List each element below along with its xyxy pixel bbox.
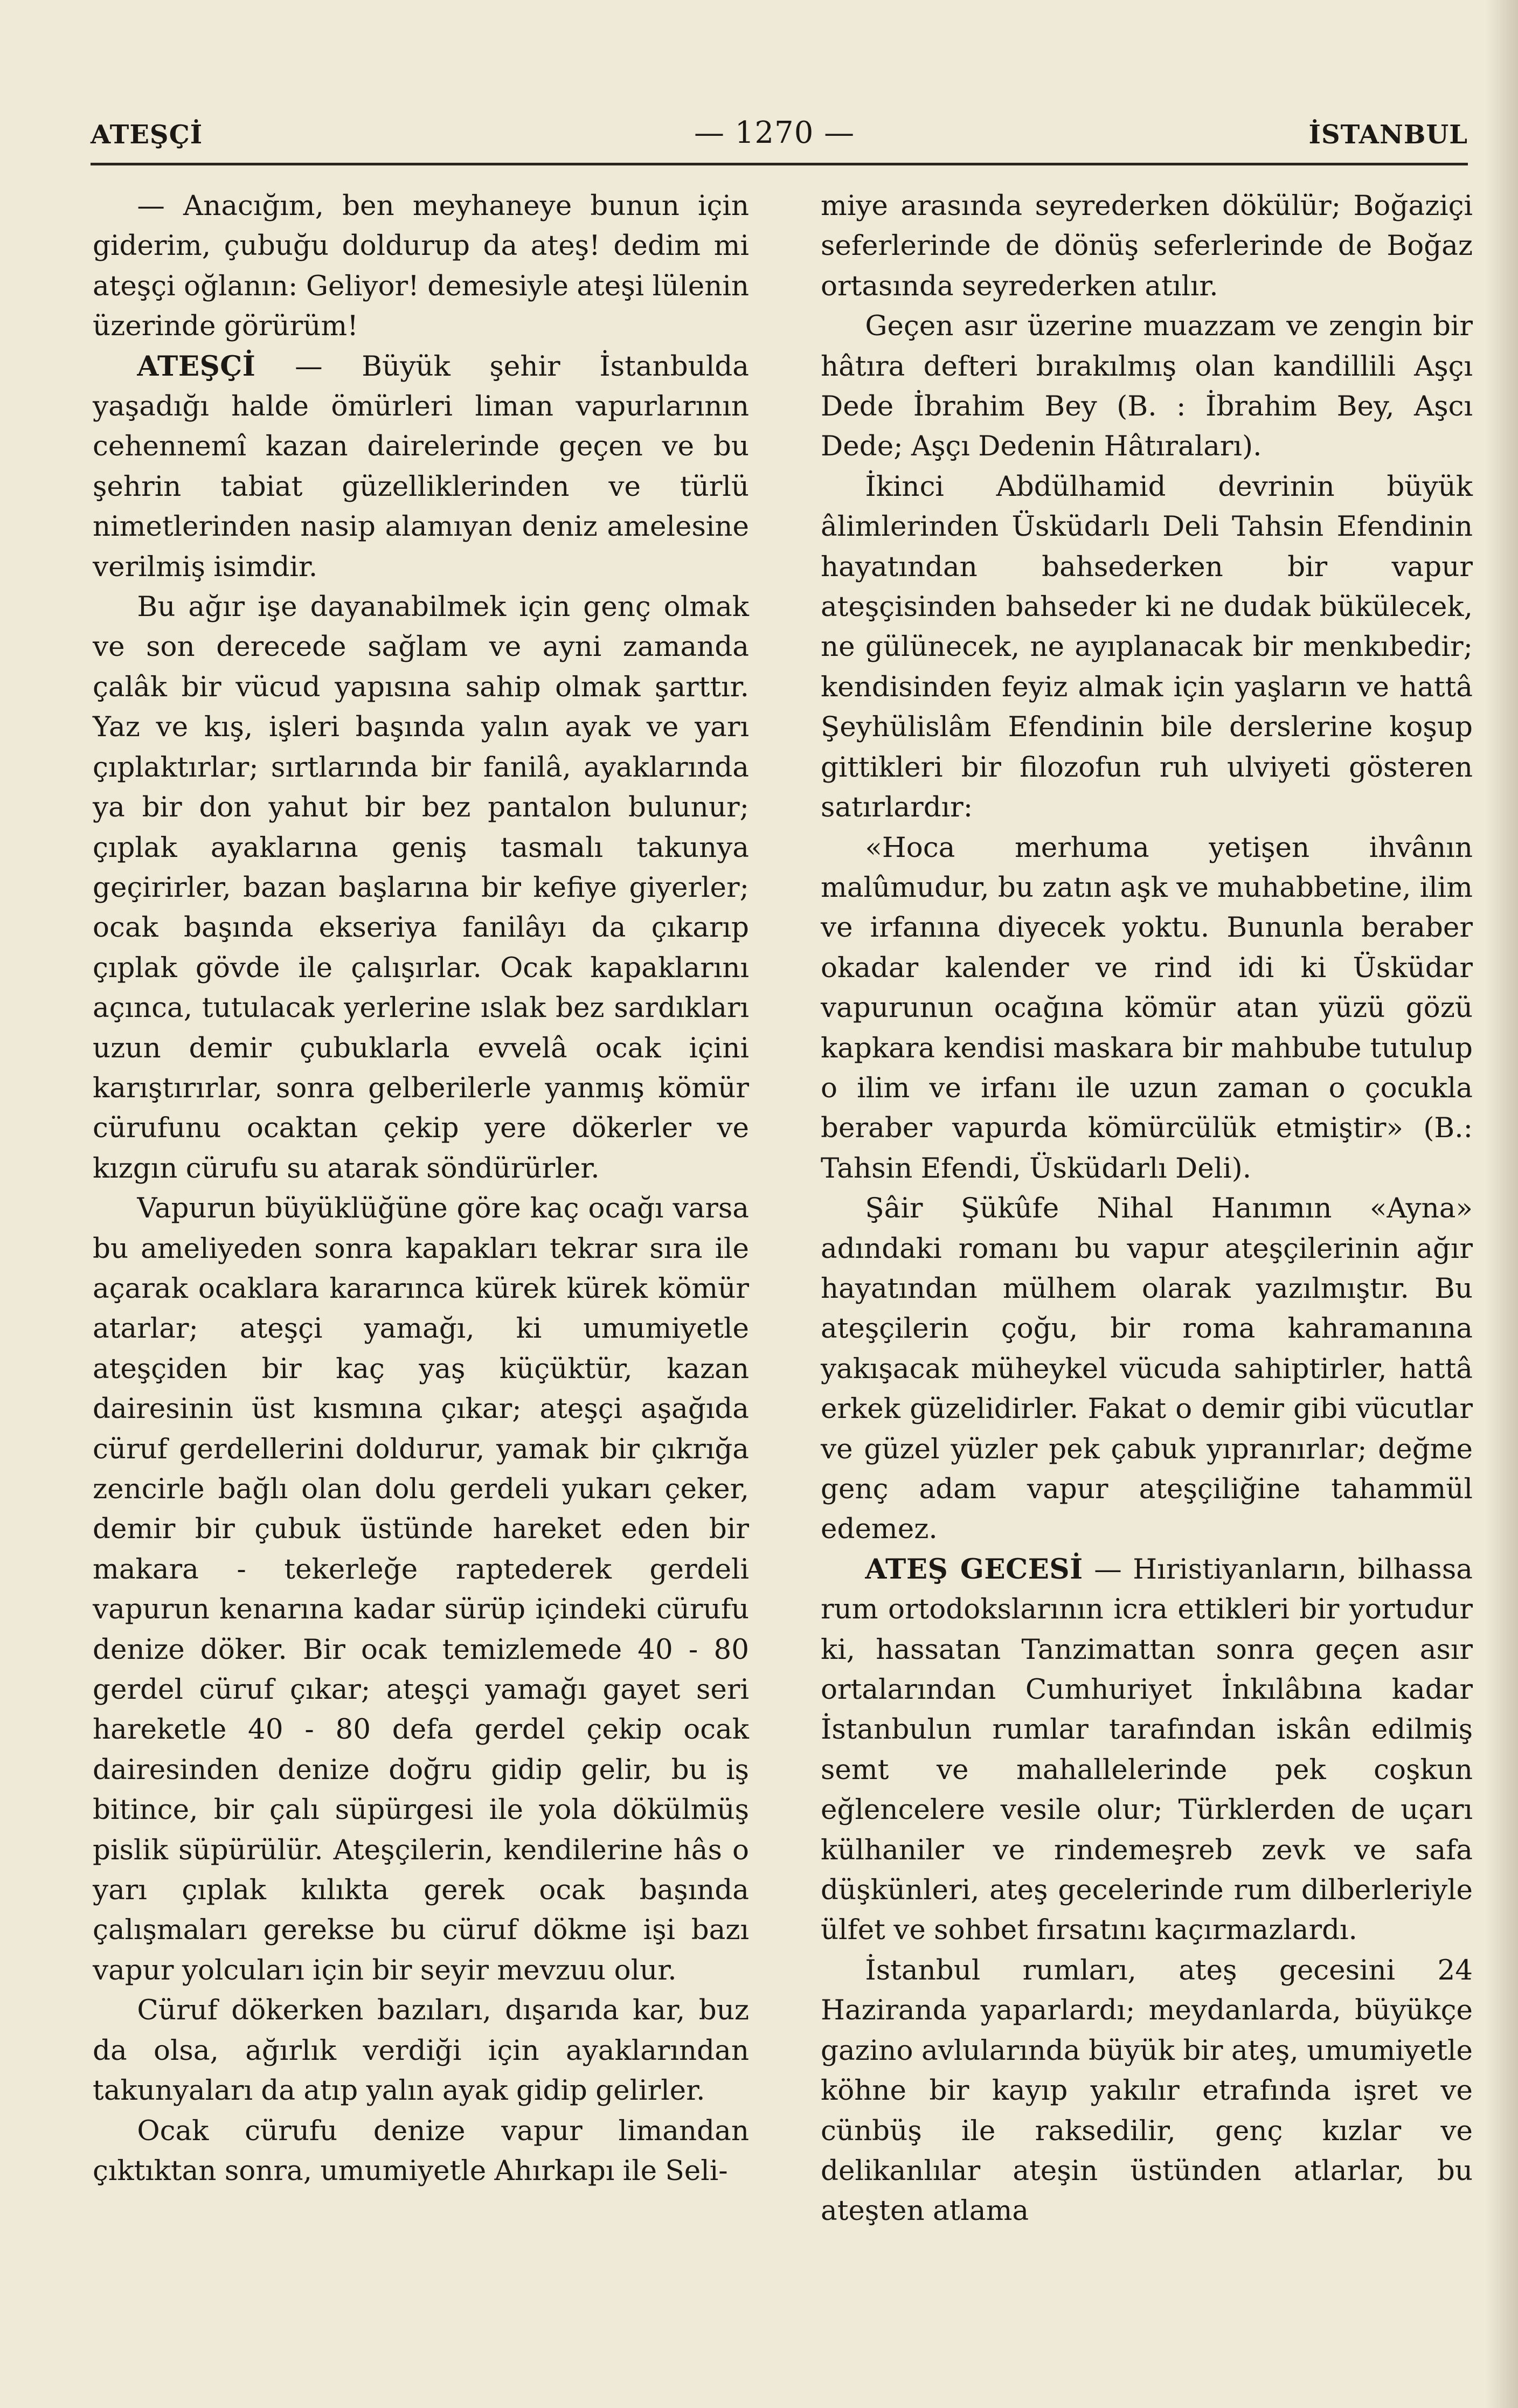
running-head-right: İSTANBUL (1308, 120, 1468, 150)
paragraph: Ocak cürufu denize vapur limandan çıktıktan sonra, umumiyetle Ahırkapı ile Seli- (93, 2114, 749, 2187)
entry-paragraph (93, 347, 749, 587)
paragraph: Şâir Şükûfe Nihal Hanımın «Ayna» adındaki romanı bu vapur ateşçilerinin ağır hayatından mülhem olarak yazılmıştır. Bu ateşçilerin çoğu, bir roma kahramanına yakışacak müheykel vücuda sahiptirler, hattâ erkek güzelidirler. Fakat o demir gibi vücutlar ve güzel yüzler pek çabuk yıpranırlar; değme genç adam vapur ateşçiliğine tahammül edemez. (821, 1192, 1473, 1546)
paragraph: Cüruf dökerken bazıları, dışarıda kar, buz da olsa, ağırlık verdiği için ayaklarından takunyaları da atıp yalın ayak gidip gelirler. (93, 1994, 749, 2107)
entry-text: — Büyük şehir İstanbulda yaşadığı halde ömürleri liman vapurlarının cehennemî kazan dairelerinde geçen ve bu şehrin tabiat güzelliklerinden ve türlü nimetlerinden nasip alamıyan deniz amelesine verilmiş isimdir. (93, 350, 749, 583)
running-head-left: ATEŞÇİ (91, 120, 203, 150)
paragraph: Geçen asır üzerine muazzam ve zengin bir hâtıra defteri bırakılmış olan kandillili Aşçı Dede İbrahim Bey (B. : İbrahim Bey, Aşcı Dede; Aşçı Dedenin Hâtıraları). (821, 310, 1473, 463)
page-header (91, 113, 1468, 156)
entry-headword: ATEŞ GECESİ (865, 1553, 1083, 1586)
entry-paragraph (821, 1549, 1473, 1950)
paragraph: «Hoca merhuma yetişen ihvânın malûmudur, bu zatın aşk ve muhabbetine, ilim ve irfanına diyecek yoktu. Bununla beraber okadar kalender ve rind idi ki Üsküdar vapurunun ocağına kömür atan yüzü gözü kapkara kendisi maskara bir mahbube tutulup o ilim ve irfanı ile uzun zaman o çocukla beraber vapurda kömürcülük etmiştir» (B.: Tahsin Efendi, Üsküdarlı Deli). (821, 831, 1473, 1185)
right-column (821, 186, 1473, 2231)
paragraph: Bu ağır işe dayanabilmek için genç olmak ve son derecede sağlam ve ayni zamanda çalâk bir vücud yapısına sahip olmak şarttır. Yaz ve kış, işleri başında yalın ayak ve yarı çıplaktırlar; sırtlarında bir fanilâ, ayaklarında ya bir don yahut bir bez pantalon bulunur; çıplak ayaklarına geniş tasmalı takunya geçirirler, bazan başlarına bir kefiye giyerler; ocak başında ekseriya fanilâyı da çıkarıp çıplak gövde ile çalışırlar. Ocak kapaklarını açınca, tutulacak yerlerine ıslak bez sardıkları uzun demir çubuklarla evvelâ ocak içini karıştırırlar, sonra gelberilerle yanmış kömür cürufunu ocaktan çekip yere dökerler ve kızgın cürufu su atarak söndürürler. (93, 591, 749, 1185)
page-number: — 1270 — (694, 115, 855, 150)
paragraph: miye arasında seyrederken dökülür; Boğaziçi seferlerinde de dönüş seferlerinde de Boğaz ortasında seyrederken atılır. (821, 190, 1473, 302)
paragraph: Vapurun büyüklüğüne göre kaç ocağı varsa bu ameliyeden sonra kapakları tekrar sıra ile açarak ocaklara kararınca kürek kürek kömür atarlar; ateşçi yamağı, ki umumiyetle ateşçiden bir kaç yaş küçüktür, kazan dairesinin üst kısmına çıkar; ateşçi aşağıda cüruf gerdellerini doldurur, yamak bir çıkrığa zencirle bağlı olan dolu gerdeli yukarı çeker, demir bir çubuk üstünde hareket eden bir makara - tekerleğe raptederek gerdeli vapurun kenarına kadar sürüp içindeki cürufu denize döker. Bir ocak temizlemede 40 - 80 gerdel cüruf çıkar; ateşçi yamağı gayet seri hareketle 40 - 80 defa gerdel çekip ocak dairesinden denize doğru gidip gelir, bu iş bitince, bir çalı süpürgesi ile yola dökülmüş pislik süpürülür. Ateşçilerin, kendilerine hâs o yarı çıplak kılıkta gerek ocak başında çalışmaları gerekse bu cüruf dökme işi bazı vapur yolcuları için bir seyir mevzuu olur. (93, 1192, 749, 1987)
paragraph: — Anacığım, ben meyhaneye bunun için giderim, çubuğu doldurup da ateş! dedim mi ateşçi oğlanın: Geliyor! demesiyle ateşi lülenin üzerinde görürüm! (93, 190, 749, 343)
paragraph: İstanbul rumları, ateş gecesini 24 Haziranda yaparlardı; meydanlarda, büyükçe gazino avlularında büyük bir ateş, umumiyetle köhne bir kayıp yakılır etrafında işret ve cünbüş ile raksedilir, genç kızlar ve delikanlılar ateşin üstünden atlarlar, bu ateşten atlama (821, 1954, 1473, 2227)
header-rule (91, 163, 1468, 165)
left-column (93, 186, 749, 2191)
paragraph: İkinci Abdülhamid devrinin büyük âlimlerinden Üsküdarlı Deli Tahsin Efendinin hayatından bahsederken bir vapur ateşçisinden bahseder ki ne dudak bükülecek, ne gülünecek, ne ayıplanacak bir menkıbedir; kendisinden feyiz almak için yaşların ve hattâ Şeyhülislâm Efendinin bile derslerine koşup gittikleri bir filozofun ruh ulviyeti gösteren satırlardır: (821, 470, 1473, 824)
page-edge-shadow (1486, 0, 1518, 2408)
entry-headword: ATEŞÇİ (137, 350, 256, 383)
entry-text: — Hıristiyanların, bilhassa rum ortodokslarının icra ettikleri bir yortudur ki, hassatan Tanzimattan sonra geçen asır ortalarından Cumhuriyet İnkılâbına kadar İstanbulun rumlar tarafından iskân edilmiş semt ve mahallelerinde pek coşkun eğlencelere vesile olur; Türklerden de uçarı külhaniler ve rindemeşreb zevk ve safa düşkünleri, ateş gecelerinde rum dilberleriyle ülfet ve sohbet fırsatını kaçırmazlardı. (821, 1553, 1473, 1947)
